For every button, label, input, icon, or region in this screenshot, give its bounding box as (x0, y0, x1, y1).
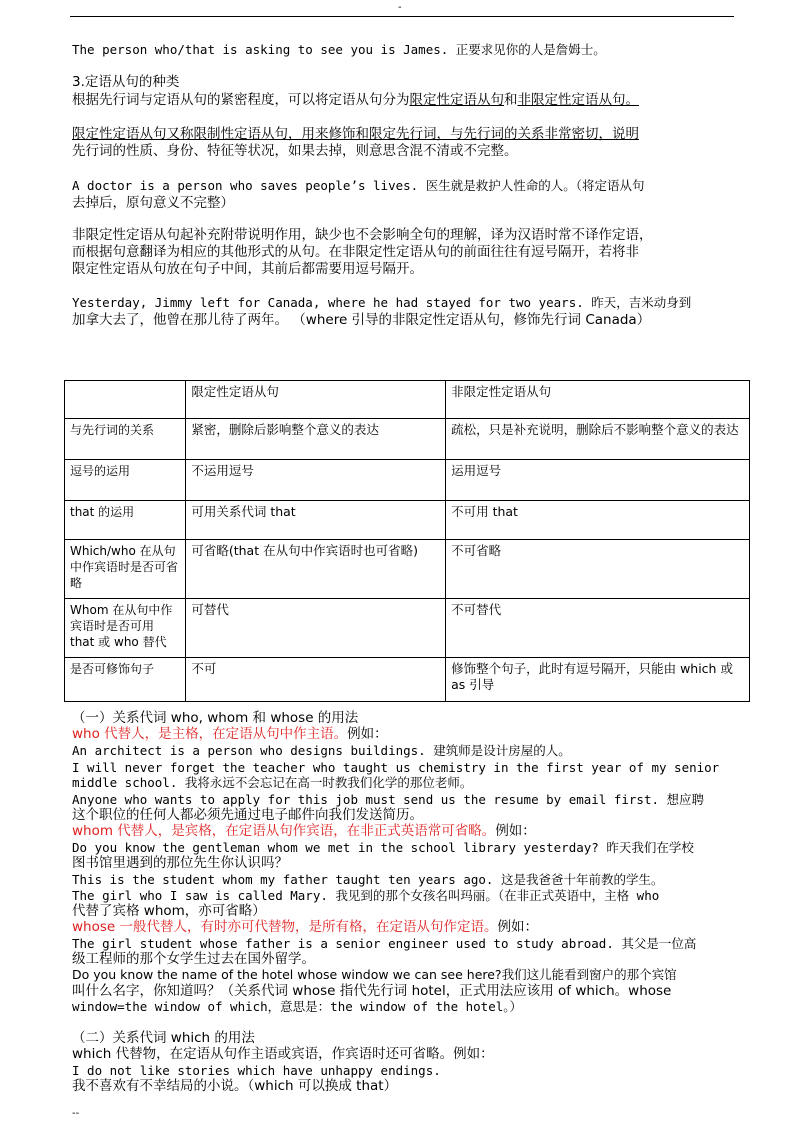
example-hotel-line2: 叫什么名字，你知道吗？（关系代词 whose 指代先行词 hotel，正式用法应该用 of which。whose (72, 983, 672, 999)
example-doctor-line1: A doctor is a person who saves people’s lives. 医生就是救护人性命的人。（将定语从句 (72, 178, 645, 193)
nonrestrictive-def-line3: 限定性定语从句放在句子中间，其前后都需要用逗号隔开。 (72, 261, 423, 277)
whom-rule-text: whom 代替人，是宾格，在定语从句作宾语，在非正式英语常可省略。 (72, 823, 496, 839)
table-header-cell: 限定性定语从句 (186, 381, 446, 419)
table-cell: 可替代 (186, 599, 446, 658)
comparison-table (64, 380, 750, 702)
header-rule (70, 16, 734, 17)
table-cell: 疏松，只是补充说明，删除后不影响整个意义的表达 (446, 419, 750, 460)
example-jimmy-line2: 加拿大去了，他曾在那儿待了两年。 （where 引导的非限定性定语从句，修饰先行词 Canada） (72, 312, 651, 328)
part1-title: （一）关系代词 who, whom 和 whose 的用法 (72, 710, 359, 726)
table-cell: 逗号的运用 (65, 460, 186, 501)
example-gentleman-line2: 图书馆里遇到的那位先生你认识吗？ (72, 855, 288, 871)
example-teacher-line1: I will never forget the teacher who taught us chemistry in the first year of my senior (72, 760, 720, 775)
table-cell: 不可省略 (446, 540, 750, 599)
section3-intro-prefix: 根据先行词与定语从句的紧密程度，可以将定语从句分为 (72, 92, 410, 108)
whom-rule-tail: 例如： (495, 823, 536, 839)
example-student: This is the student whom my father taught ten years ago. 这是我爸爸十年前教的学生。 (72, 872, 664, 887)
nonrestrictive-def-line1: 非限定性定语从句起补充附带说明作用，缺少也不会影响全句的理解，译为汉语时常不译作定语， (72, 227, 653, 243)
restrictive-def-line1-text: 限定性定语从句又称限制性定语从句，用来修饰和限定先行词，与先行词的关系非常密切，说明 (72, 126, 639, 142)
table-row (65, 540, 750, 599)
table-cell: Which/who 在从句中作宾语时是否可省略 (65, 540, 186, 599)
example-girl-student-line1: The girl student whose father is a senior engineer used to study abroad. 其父是一位高 (72, 936, 697, 951)
table-header-row (65, 381, 750, 419)
example-girl-student-line2: 级工程师的那个女学生过去在国外留学。 (72, 951, 315, 967)
table-cell: 运用逗号 (446, 460, 750, 501)
who-rule (72, 726, 752, 742)
example-teacher-line2: middle school. 我将永远不会忘记在高一时教我们化学的那位老师。 (72, 775, 473, 790)
example-stories-line1: I do not like stories which have unhappy endings. (72, 1063, 441, 1078)
term-restrictive: 限定性定语从句 (409, 92, 504, 108)
table-cell: 修饰整个句子，此时有逗号隔开，只能由 which 或 as 引导 (446, 658, 750, 702)
table-cell: Whom 在从句中作宾语时是否可用 that 或 who 替代 (65, 599, 186, 658)
example-hotel-line3: window=the window of which，意思是：the window of the hotel。） (72, 999, 523, 1014)
which-rule: which 代替物，在定语从句作主语或宾语，作宾语时还可省略。例如： (72, 1046, 494, 1062)
part2-title: （二）关系代词 which 的用法 (72, 1030, 255, 1046)
whose-rule (72, 919, 752, 935)
example-stories-line2: 我不喜欢有不幸结局的小说。（which 可以换成 that） (72, 1078, 398, 1094)
intro-example: The person who/that is asking to see you is James. 正要求见你的人是詹姆士。 (72, 42, 606, 57)
section3-intro-and: 和 (504, 92, 518, 108)
example-jimmy-line1: Yesterday, Jimmy left for Canada, where he had stayed for two years. 昨天，吉米动身到 (72, 295, 692, 310)
table-cell: 可用关系代词 that (186, 501, 446, 540)
table-row (65, 599, 750, 658)
table-cell: 与先行词的关系 (65, 419, 186, 460)
table-header-cell: 非限定性定语从句 (446, 381, 750, 419)
table-cell: 紧密，删除后影响整个意义的表达 (186, 419, 446, 460)
footer-mark: -- (72, 1108, 80, 1119)
section3-intro (72, 92, 752, 108)
table-cell: that 的运用 (65, 501, 186, 540)
nonrestrictive-def-line2: 而根据句意翻译为相应的其他形式的从句。在非限定性定语从句的前面往往有逗号隔开，若将非 (72, 244, 639, 260)
example-gentleman-line1: Do you know the gentleman whom we met in the school library yesterday? 昨天我们在学校 (72, 840, 694, 855)
who-rule-text: who 代替人，是主格，在定语从句中作主语。 (72, 726, 348, 742)
example-hotel-line1: Do you know the name of the hotel whose window we can see here?我们这儿能看到窗户的那个宾馆 (72, 967, 677, 982)
table-cell: 不可 (186, 658, 446, 702)
example-anyone-line1: Anyone who wants to apply for this job must send us the resume by email first. 想应聘 (72, 792, 705, 807)
whose-rule-tail: 例如： (497, 919, 538, 935)
table-cell: 不可替代 (446, 599, 750, 658)
whose-rule-text: whose 一般代替人，有时亦可代替物，是所有格，在定语从句作定语。 (72, 919, 498, 935)
table-cell: 是否可修饰句子 (65, 658, 186, 702)
section3-title: 3.定语从句的种类 (72, 74, 180, 90)
whom-rule (72, 823, 752, 839)
table-row (65, 501, 750, 540)
table-row (65, 658, 750, 702)
term-nonrestrictive: 非限定性定语从句。 (517, 92, 639, 108)
table-cell: 不运用逗号 (186, 460, 446, 501)
table-cell: 可省略(that 在从句中作宾语时也可省略) (186, 540, 446, 599)
example-doctor-line2: 去掉后，原句意义不完整） (72, 195, 234, 211)
table-header-cell (65, 381, 186, 419)
table-row (65, 460, 750, 501)
table-row (65, 419, 750, 460)
table-cell: 不可用 that (446, 501, 750, 540)
example-mary-line2: 代替了宾格 whom，亦可省略） (72, 903, 266, 919)
example-architect: An architect is a person who designs buildings. 建筑师是设计房屋的人。 (72, 743, 571, 758)
who-rule-tail: 例如： (347, 726, 388, 742)
restrictive-def-line2: 先行词的性质、身份、特征等状况，如果去掉，则意思含混不清或不完整。 (72, 143, 518, 159)
restrictive-def-line1 (72, 126, 752, 142)
example-anyone-line2: 这个职位的任何人都必须先通过电子邮件向我们发送简历。 (72, 807, 423, 823)
example-mary-line1: The girl who I saw is called Mary. 我见到的那个女孩名叫玛丽。（在非正式英语中，主格 who (72, 888, 660, 903)
header-mark: - (398, 2, 402, 13)
